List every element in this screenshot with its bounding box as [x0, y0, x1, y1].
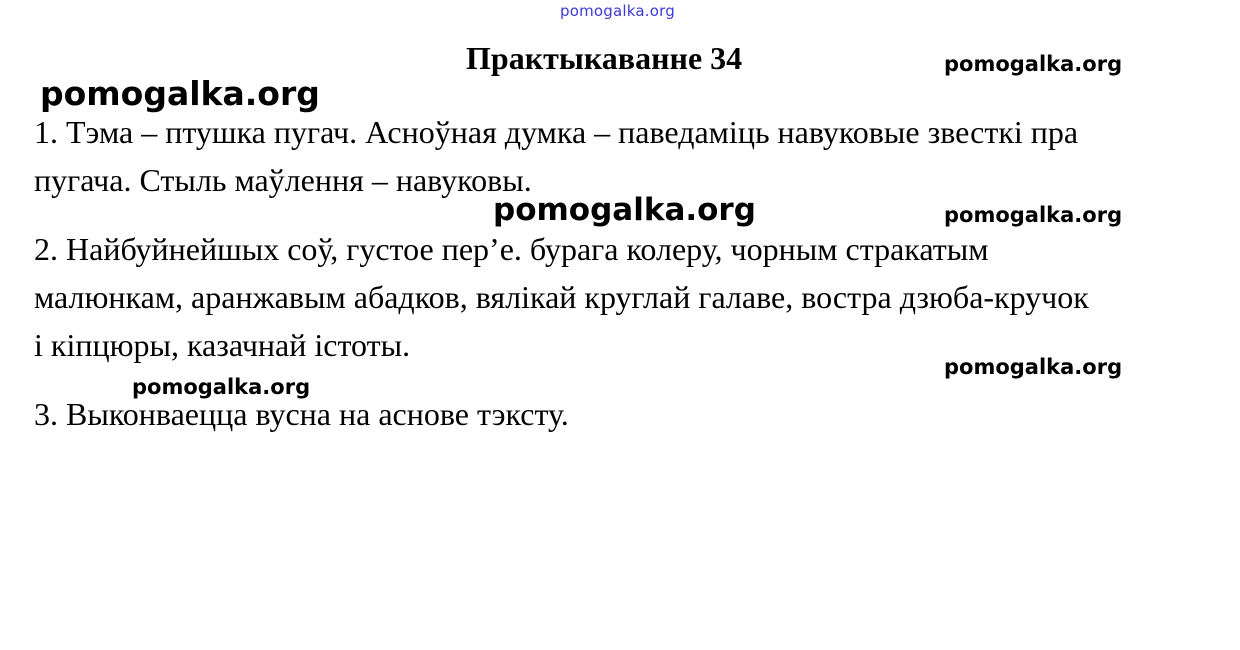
paragraph-3-line: 3. Выконваецца вусна на аснове тэксту. — [34, 396, 569, 432]
watermark-top: pomogalka.org — [560, 2, 675, 20]
page-title: Практыкаванне 34 — [466, 40, 743, 76]
watermark-left-small: pomogalka.org — [132, 375, 311, 399]
watermark-right-2: pomogalka.org — [944, 203, 1123, 227]
watermark-left-big: pomogalka.org — [40, 74, 320, 113]
paragraph-2 — [34, 225, 1224, 369]
watermark-right-1: pomogalka.org — [944, 52, 1123, 76]
paragraph-2-line: малюнкам, аранжавым абадков, вялікай круглай галаве, востра дзюба-кручок — [34, 279, 1089, 315]
paragraph-2-line: 2. Найбуйнейшых соў, густое пер’е. бурага колеру, чорным стракатым — [34, 231, 989, 267]
paragraph-1-line: пугача. Стыль маўлення – навуковы. — [34, 162, 532, 198]
paragraph-3 — [34, 390, 1224, 438]
watermark-right-3: pomogalka.org — [944, 355, 1123, 379]
paragraph-2-line: і кіпцюры, казачнай істоты. — [34, 327, 411, 363]
paragraph-1 — [34, 108, 1224, 204]
paragraph-1-line: 1. Тэма – птушка пугач. Асноўная думка – паведаміць навуковые звесткі пра — [34, 114, 1079, 150]
watermark-center-big: pomogalka.org — [493, 192, 756, 228]
